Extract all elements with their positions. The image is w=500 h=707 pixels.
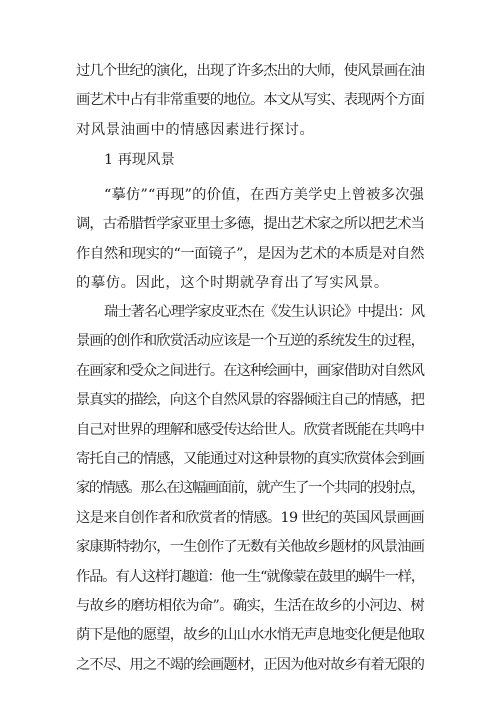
text-line: 作自然和现实的“一面镜子”，是因为艺术的本质是对自然 — [76, 245, 424, 262]
text-line: 自己对世界的理解和感受传达给世人。欣赏者既能在共鸣中 — [76, 421, 424, 438]
text-line: 画艺术中占有非常重要的地位。本文从写实、表现两个方面 — [76, 92, 424, 109]
text-line: 瑞士著名心理学家皮亚杰在《发生认识论》中提出：风 — [104, 304, 425, 320]
text-line: 家康斯特勃尔，一生创作了无数有关他故乡题材的风景油画 — [76, 539, 424, 556]
text-line: 景画的创作和欣赏活动应该是一个互逆的系统发生的过程， — [76, 333, 424, 350]
text-line: 之不尽、用之不竭的绘画题材，正因为他对故乡有着无限的 — [76, 656, 424, 673]
text-line: 对风景油画中的情感因素进行探讨。 — [76, 121, 315, 138]
text-line: 这是来自创作者和欣赏者的情感。19 世纪的英国风景画画 — [76, 509, 424, 526]
paragraph-imitation — [76, 181, 424, 299]
intro-paragraph — [76, 57, 424, 145]
section-heading: 1 再现风景 — [104, 152, 175, 168]
text-line: 的摹仿。因此，这个时期就孕育出了写实风景。 — [76, 275, 389, 292]
text-line: “摹仿”“再现”的价值，在西方美学史上曾被多次强 — [104, 187, 425, 203]
text-line: 与故乡的磨坊相依为命”。确实，生活在故乡的小河边、树 — [76, 598, 424, 615]
text-line: 调，古希腊哲学家亚里士多德，提出艺术家之所以把艺术当 — [76, 216, 424, 233]
paragraph-piaget — [76, 298, 424, 680]
text-line: 家的情感。那么在这幅画面前，就产生了一个共同的投射点， — [76, 480, 425, 497]
text-line: 过几个世纪的演化，出现了许多杰出的大师，使风景画在油 — [76, 63, 424, 79]
text-line: 在画家和受众之间进行。在这种绘画中，画家借助对自然风 — [76, 362, 424, 379]
text-line: 作品。有人这样打趣道：他一生“就像蒙在鼓里的蜗牛一样， — [76, 568, 425, 585]
text-line: 寄托自己的情感，又能通过对这种景物的真实欣赏体会到画 — [76, 451, 424, 468]
text-line: 荫下是他的愿望，故乡的山山水水悄无声息地变化便是他取 — [76, 627, 424, 644]
text-line: 景真实的描绘，向这个自然风景的容器倾注自己的情感，把 — [76, 392, 424, 409]
